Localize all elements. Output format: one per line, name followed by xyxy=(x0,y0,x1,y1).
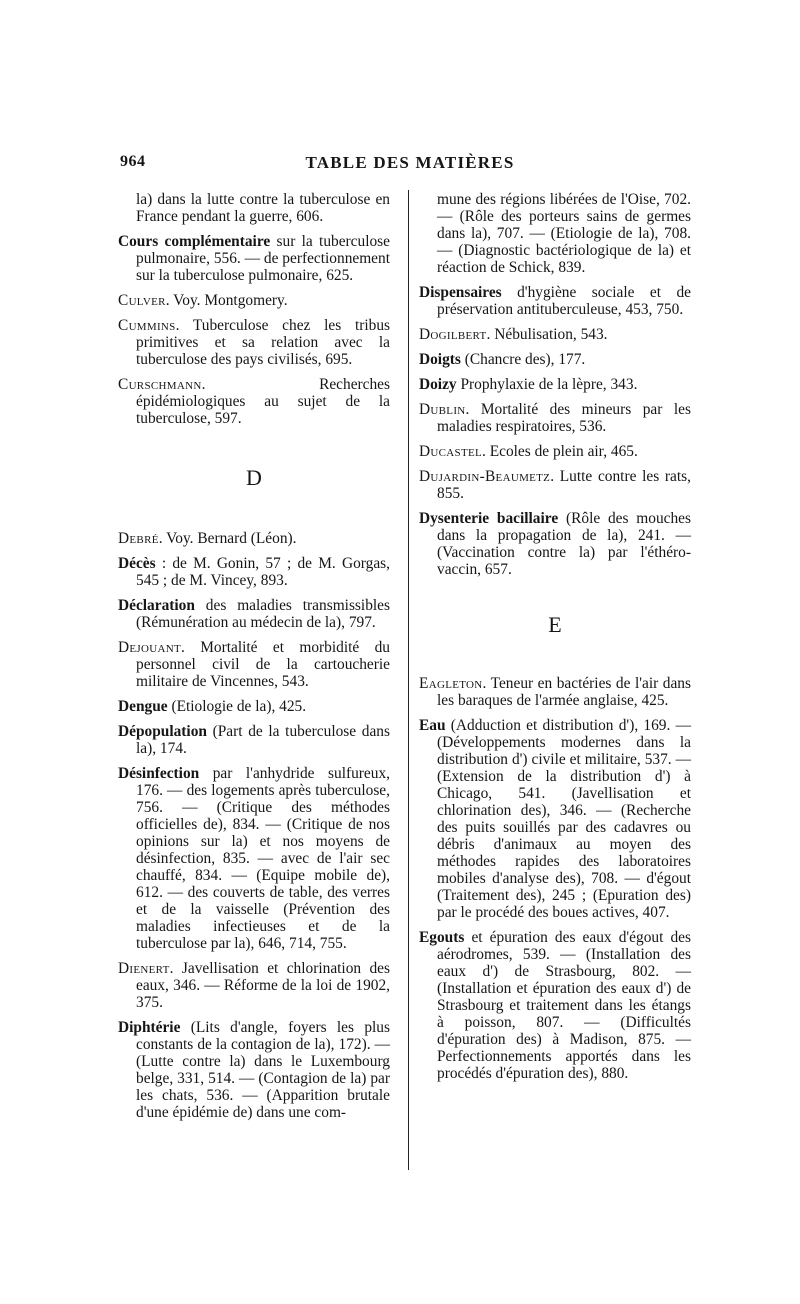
continued-entry: mune des régions libérées de l'Oise, 702. — (Rôle des porteurs sains de germes dans la), 707. — (Etiologie de la), 708. — (Diagnostic bactériologique de la) et réaction de Schick, 839. xyxy=(437,191,691,276)
index-entry xyxy=(118,292,390,309)
entry-text: : de M. Gonin, 57 ; de M. Gorgas, 545 ; de M. Vincey, 893. xyxy=(136,555,390,589)
continued-entry: la) dans la lutte contre la tuberculose en France pendant la guerre, 606. xyxy=(136,191,390,225)
left-column xyxy=(118,191,390,1129)
entry-text: . Nébulisation, 543. xyxy=(486,326,608,343)
index-entry xyxy=(419,510,691,578)
entries-d-continued xyxy=(419,284,691,578)
entry-headword: Dysenterie bacillaire xyxy=(419,510,559,527)
entry-headword: Doizy xyxy=(419,376,457,393)
entry-headword: Dengue xyxy=(118,698,168,715)
entry-headword: Dépopulation xyxy=(118,723,207,740)
index-entry xyxy=(419,468,691,502)
entry-text: (Adduction et distribution d'), 169. — (Développements modernes dans la distribution d') civile et militaire, 537. — (Extension de la distribution d') à Chicago, 541. (Javellisation et chlorination des), 346. — (Recherche des puits souillés par des cadavres ou débris d'animaux au moyen des méthodes rapides des laboratoires mobiles d'analyse des), 708. — d'égout (Traitement des), 245 ; (Epuration des) par le procédé des boues actives, 407. xyxy=(437,717,691,921)
right-column xyxy=(419,191,691,1090)
entry-text: Prophylaxie de la lèpre, 343. xyxy=(456,376,638,393)
index-entry xyxy=(419,351,691,368)
index-entry xyxy=(118,233,390,284)
entry-text: par l'anhydride sulfureux, 176. — des logements après tuberculose, 756. — (Critique des méthodes officielles de), 834. — (Critique de nos opinions sur la) et nos moyens de désinfection, 835. — avec de l'air sec chauffé, 834. — (Equipe mobile de), 612. — des couverts de table, des verres et de la vaisselle (Prévention des maladies infectieuses et de la tuberculose par la), 646, 714, 755. xyxy=(136,765,390,952)
entry-headword: Désinfection xyxy=(118,765,200,782)
index-entry xyxy=(419,929,691,1082)
entry-text: (Rôle des mouches dans la propagation de la), 241. — (Vaccination contre la) par l'éthéro-vaccin, 657. xyxy=(437,510,692,578)
entry-headword: Cours complémentaire xyxy=(118,233,271,250)
index-entry xyxy=(118,723,390,757)
index-entry xyxy=(118,765,390,952)
index-entry xyxy=(118,530,390,547)
entry-headword: Dejouant xyxy=(118,639,182,656)
entry-headword: Dispensaires xyxy=(419,284,502,301)
entries-e xyxy=(419,675,691,1082)
entry-text: . Mortalité des mineurs par les maladies respiratoires, 536. xyxy=(437,401,691,435)
entry-headword: Dogilbert xyxy=(419,326,487,343)
entries-c xyxy=(118,233,390,427)
entry-text: . Voy. Bernard (Léon). xyxy=(158,530,297,547)
entry-text: sur la tuberculose pulmonaire, 556. — de perfectionnement sur la tuberculose pulmonaire, 625. xyxy=(136,233,391,284)
entry-headword: Ducastel xyxy=(419,443,483,460)
entry-headword: Curschmann xyxy=(118,376,202,393)
entry-text: des maladies transmissibles (Rémunération au médecin de la), 797. xyxy=(136,597,390,631)
entry-headword: Egouts xyxy=(419,929,465,946)
entry-text: (Part de la tuberculose dans la), 174. xyxy=(136,723,390,757)
index-entry xyxy=(118,376,390,427)
entry-headword: Eagleton xyxy=(419,675,483,692)
entry-headword: Déclaration xyxy=(118,597,195,614)
entries-d xyxy=(118,530,390,1121)
entry-headword: Dublin xyxy=(419,401,466,418)
entry-text: et épuration des eaux d'égout des aérodromes, 539. — (Installation des eaux d') de Strasbourg, 802. — (Installation et épuration des eaux d') de Strasbourg et traitement dans les étangs à poisson, 807. — (Difficultés d'épuration des) à Madison, 875. — Perfectionnements apportés dans les procédés d'épuration des), 880. xyxy=(437,929,691,1082)
entry-text: . Teneur en bactéries de l'air dans les baraques de l'armée anglaise, 425. xyxy=(437,675,691,709)
entry-text: (Lits d'angle, foyers les plus constants de la contagion de la), 172). — (Lutte contre la) dans le Luxembourg belge, 331, 514. — (Contagion de la) par les chats, 536. — (Apparition brutale d'une épidémie de) dans une com- xyxy=(136,1019,390,1121)
index-entry xyxy=(419,284,691,318)
entry-text: . Tuberculose chez les tribus primitives et sa relation avec la tuberculose des pays civilisés, 695. xyxy=(136,317,390,368)
entry-text: . Mortalité et morbidité du personnel civil de la cartoucherie militaire de Vincennes, 543. xyxy=(136,639,390,690)
entry-headword: Culver xyxy=(118,292,166,309)
index-entry xyxy=(118,1019,390,1121)
page-number: 964 xyxy=(120,153,146,170)
entry-headword: Debré xyxy=(118,530,159,547)
entry-text: (Chancre des), 177. xyxy=(460,351,586,368)
entry-text: . Ecoles de plein air, 465. xyxy=(482,443,638,460)
entry-text: . Javellisation et chlorination des eaux, 346. — Réforme de la loi de 1902, 375. xyxy=(136,960,390,1011)
entry-headword: Dujardin-Beaumetz xyxy=(419,468,551,485)
index-entry xyxy=(419,401,691,435)
section-heading-d: D xyxy=(246,465,262,490)
index-entry xyxy=(419,443,691,460)
index-entry xyxy=(419,675,691,709)
section-heading-e: E xyxy=(548,612,562,637)
index-entry xyxy=(118,555,390,589)
running-title: TABLE DES MATIÈRES xyxy=(305,153,515,172)
index-entry xyxy=(419,326,691,343)
index-entry xyxy=(118,317,390,368)
entry-text: d'hygiène sociale et de préservation antituberculeuse, 453, 750. xyxy=(437,284,691,318)
entry-headword: Eau xyxy=(419,717,446,734)
index-entry xyxy=(419,376,691,393)
entry-text: . Voy. Montgomery. xyxy=(165,292,288,309)
index-entry xyxy=(118,639,390,690)
index-entry xyxy=(118,960,390,1011)
entry-text: (Etiologie de la), 425. xyxy=(167,698,307,715)
index-entry xyxy=(118,698,390,715)
entry-headword: Doigts xyxy=(419,351,461,368)
entry-headword: Décès xyxy=(118,555,156,572)
entry-text: . Lutte contre les rats, 855. xyxy=(437,468,691,502)
entry-text: . Recherches épidémiologiques au sujet de la tuberculose, 597. xyxy=(136,376,390,427)
index-entry xyxy=(118,597,390,631)
entry-headword: Dienert xyxy=(118,960,170,977)
column-divider xyxy=(408,190,409,1170)
page-header xyxy=(120,153,700,175)
entry-headword: Diphtérie xyxy=(118,1019,181,1036)
index-entry xyxy=(419,717,691,921)
entry-headword: Cummins xyxy=(118,317,176,334)
